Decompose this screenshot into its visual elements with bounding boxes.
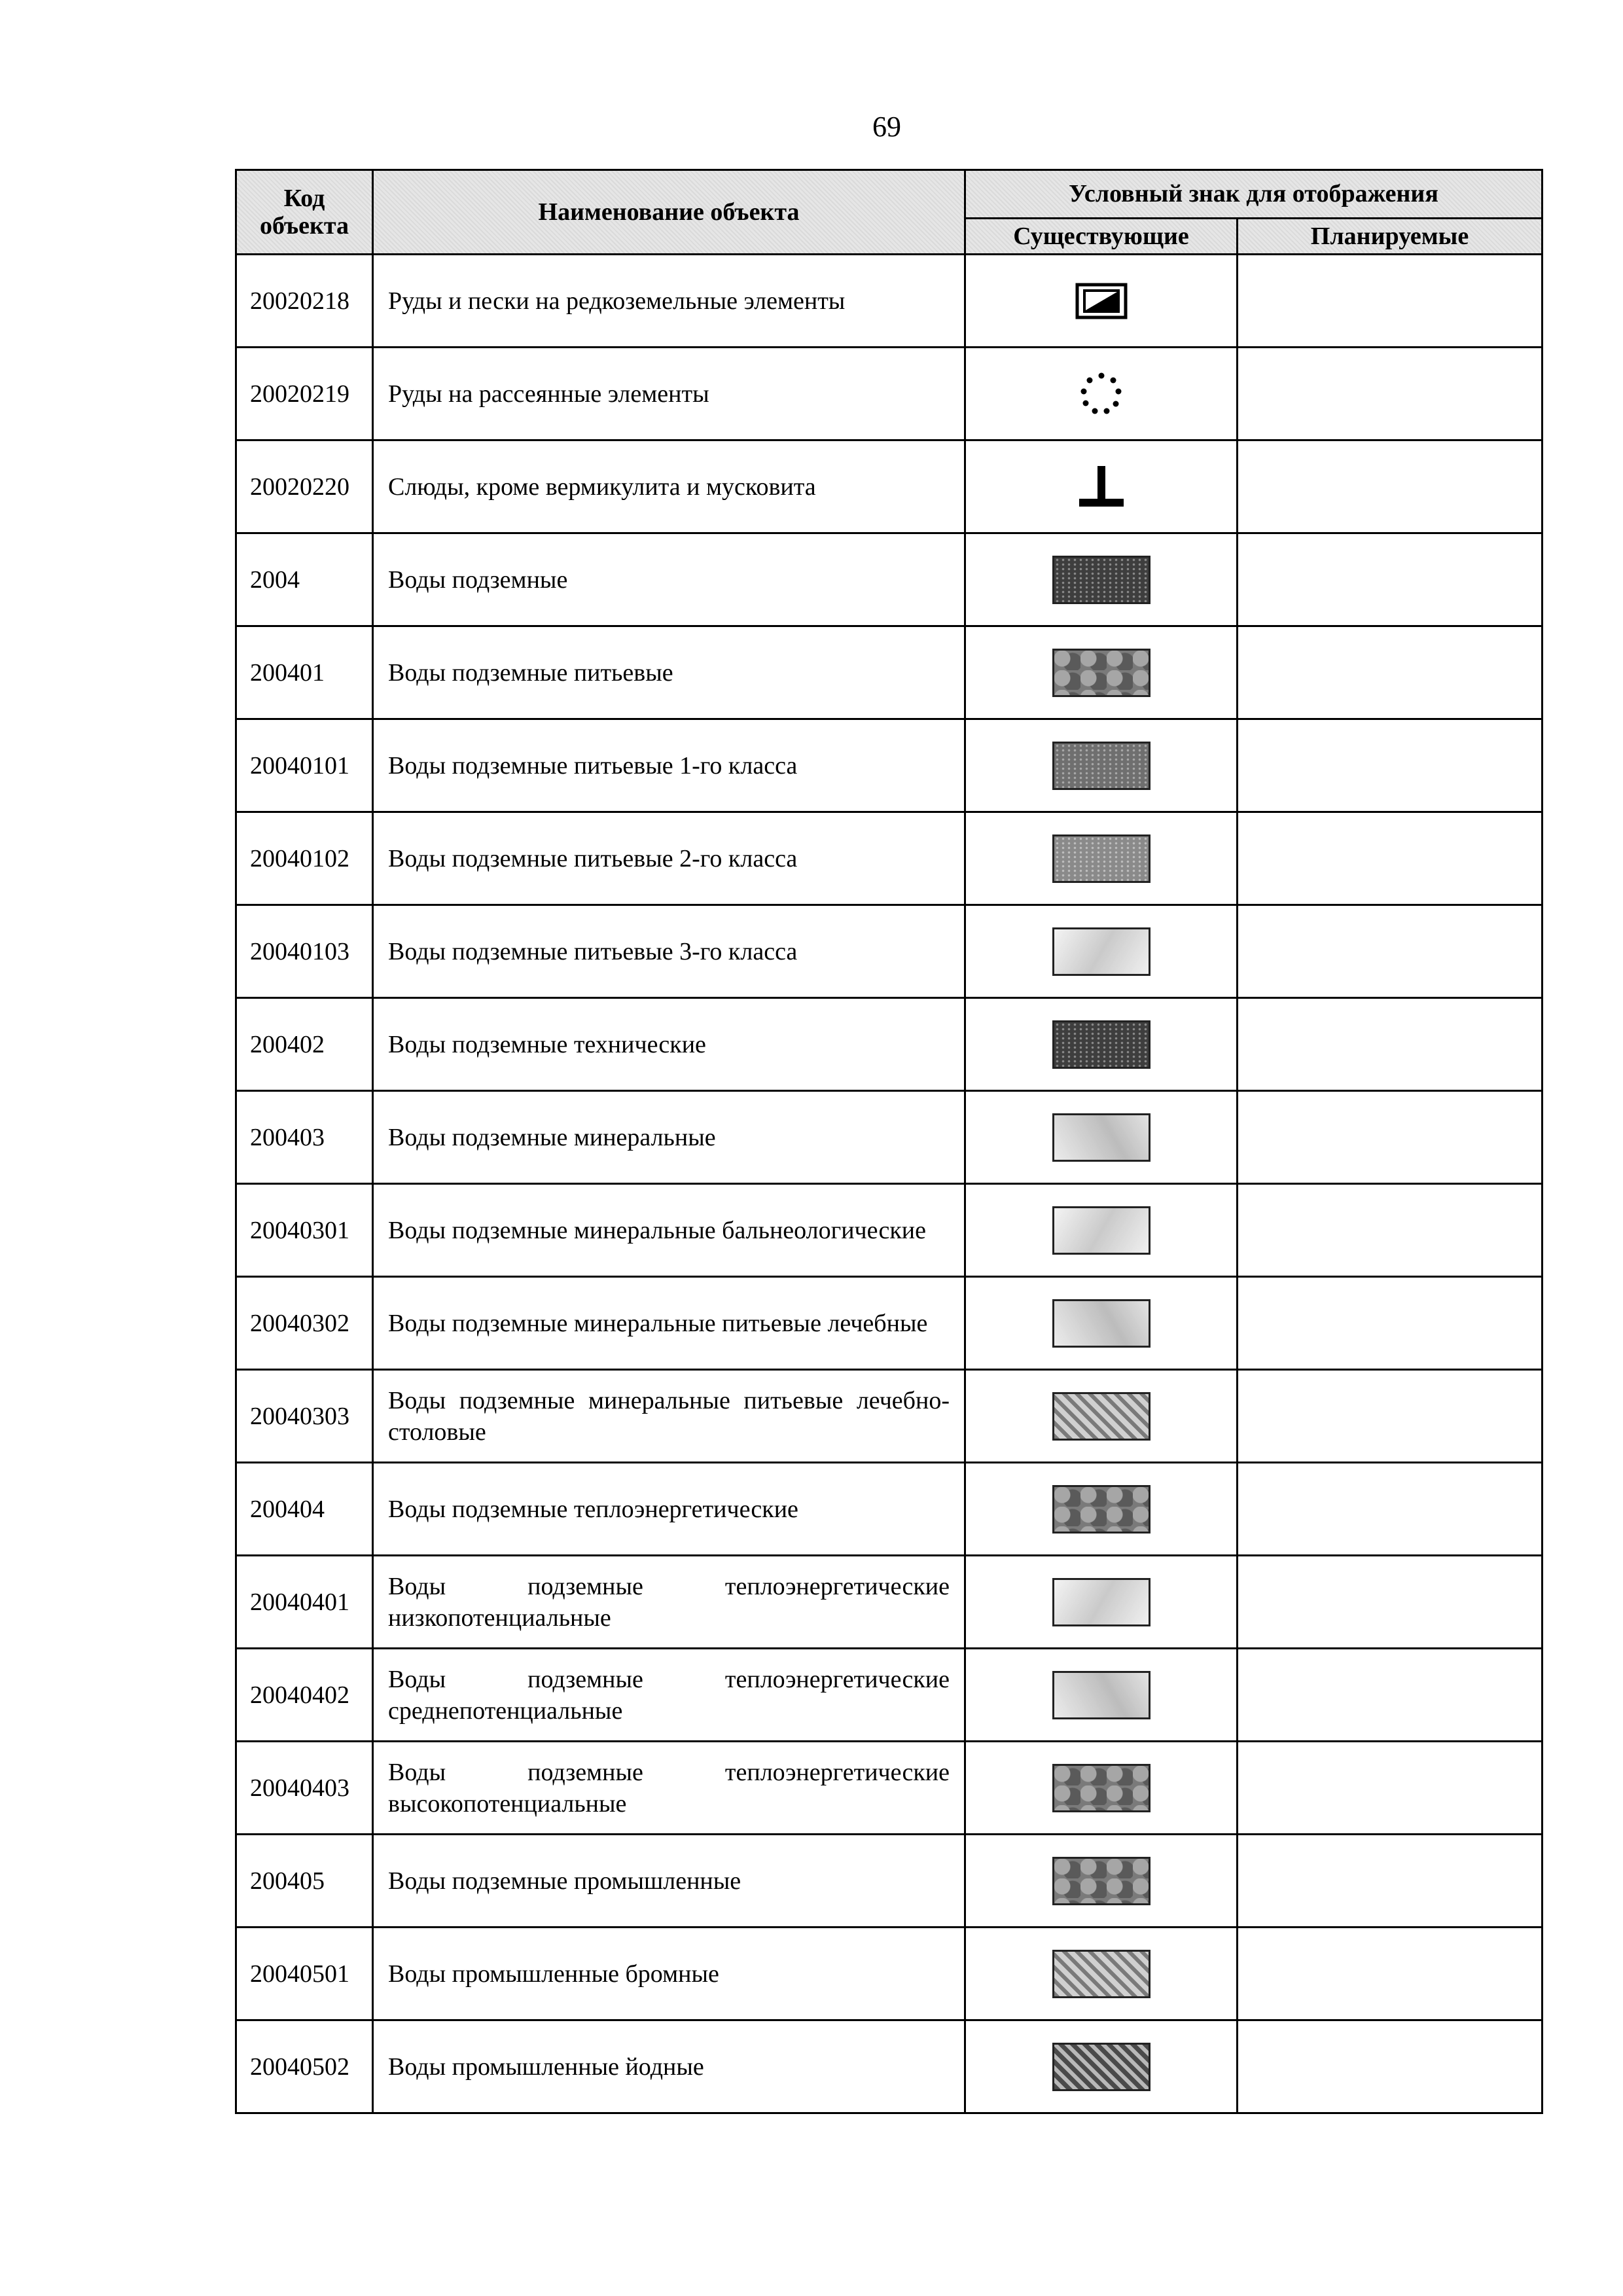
- mid-dotted-swatch: [1052, 742, 1150, 790]
- framed-square-icon: [1075, 283, 1128, 319]
- table-row: [236, 2020, 1543, 2113]
- table-row: [236, 1649, 1543, 1742]
- existing-symbol-cell: [965, 1184, 1238, 1277]
- existing-symbol-cell: [965, 1928, 1238, 2020]
- planned-symbol-cell: [1238, 1463, 1543, 1556]
- header-symbol-group: Условный знак для отображения: [965, 170, 1543, 219]
- planned-symbol-cell: [1238, 2020, 1543, 2113]
- object-name: Воды подземные: [373, 533, 965, 626]
- dotted-circle-icon: [1075, 368, 1128, 420]
- light-swatch: [1052, 1206, 1150, 1255]
- planned-symbol-cell: [1238, 1835, 1543, 1928]
- table-row: [236, 1556, 1543, 1649]
- object-code: 20040501: [236, 1928, 373, 2020]
- object-name: Воды подземные минеральные питьевые лечебно-столовые: [373, 1370, 965, 1463]
- table-row: [236, 1928, 1543, 2020]
- light-swatch: [1052, 1671, 1150, 1719]
- table-row: [236, 1463, 1543, 1556]
- existing-symbol-cell: [965, 905, 1238, 998]
- object-code: 2004: [236, 533, 373, 626]
- table-row: [236, 905, 1543, 998]
- object-name: Воды подземные теплоэнергетические: [373, 1463, 965, 1556]
- existing-symbol-cell: [965, 440, 1238, 533]
- object-name: Воды подземные теплоэнергетические высокопотенциальные: [373, 1742, 965, 1835]
- table-row: [236, 1370, 1543, 1463]
- existing-symbol-cell: [965, 533, 1238, 626]
- object-name: Воды подземные теплоэнергетические среднепотенциальные: [373, 1649, 965, 1742]
- object-code: 20040103: [236, 905, 373, 998]
- planned-symbol-cell: [1238, 905, 1543, 998]
- object-name: Воды подземные питьевые: [373, 626, 965, 719]
- planned-symbol-cell: [1238, 1742, 1543, 1835]
- existing-symbol-cell: [965, 1463, 1238, 1556]
- existing-symbol-cell: [965, 719, 1238, 812]
- table-row: [236, 255, 1543, 348]
- object-code: 200402: [236, 998, 373, 1091]
- light-striped-swatch: [1052, 1392, 1150, 1441]
- object-code: 20040303: [236, 1370, 373, 1463]
- object-code: 20040402: [236, 1649, 373, 1742]
- existing-symbol-cell: [965, 998, 1238, 1091]
- planned-symbol-cell: [1238, 1370, 1543, 1463]
- planned-symbol-cell: [1238, 1184, 1543, 1277]
- dark-striped-swatch: [1052, 2043, 1150, 2091]
- table-row: [236, 998, 1543, 1091]
- mid-mottled-swatch: [1052, 649, 1150, 697]
- existing-symbol-cell: [965, 1370, 1238, 1463]
- dark-dotted-swatch: [1052, 556, 1150, 604]
- existing-symbol-cell: [965, 1277, 1238, 1370]
- planned-symbol-cell: [1238, 719, 1543, 812]
- table-row: [236, 533, 1543, 626]
- existing-symbol-cell: [965, 626, 1238, 719]
- dark-dotted-swatch: [1052, 1020, 1150, 1069]
- table-row: [236, 812, 1543, 905]
- existing-symbol-cell: [965, 1835, 1238, 1928]
- inverted-t-icon: [1075, 461, 1128, 513]
- object-code: 20020218: [236, 255, 373, 348]
- page-number: 69: [872, 111, 901, 143]
- header-existing: Существующие: [965, 218, 1238, 254]
- planned-symbol-cell: [1238, 1556, 1543, 1649]
- object-name: Воды подземные питьевые 1-го класса: [373, 719, 965, 812]
- existing-symbol-cell: [965, 348, 1238, 440]
- planned-symbol-cell: [1238, 1091, 1543, 1184]
- planned-symbol-cell: [1238, 812, 1543, 905]
- object-name: Руды и пески на редкоземельные элементы: [373, 255, 965, 348]
- object-name: Слюды, кроме вермикулита и мусковита: [373, 440, 965, 533]
- planned-symbol-cell: [1238, 348, 1543, 440]
- object-code: 200403: [236, 1091, 373, 1184]
- existing-symbol-cell: [965, 1091, 1238, 1184]
- object-name: Воды подземные питьевые 2-го класса: [373, 812, 965, 905]
- object-name: Воды подземные минеральные бальнеологические: [373, 1184, 965, 1277]
- object-name: Воды подземные промышленные: [373, 1835, 965, 1928]
- existing-symbol-cell: [965, 1742, 1238, 1835]
- mid-mottled-swatch: [1052, 1485, 1150, 1534]
- object-code: 20040302: [236, 1277, 373, 1370]
- existing-symbol-cell: [965, 812, 1238, 905]
- planned-symbol-cell: [1238, 1277, 1543, 1370]
- object-code: 200401: [236, 626, 373, 719]
- table-row: [236, 1835, 1543, 1928]
- header-planned: Планируемые: [1238, 218, 1543, 254]
- header-code: Код объекта: [236, 170, 373, 255]
- object-name: Воды промышленные бромные: [373, 1928, 965, 2020]
- object-name: Воды подземные минеральные питьевые лечебные: [373, 1277, 965, 1370]
- table-row: [236, 440, 1543, 533]
- planned-symbol-cell: [1238, 255, 1543, 348]
- object-code: 20040401: [236, 1556, 373, 1649]
- planned-symbol-cell: [1238, 533, 1543, 626]
- object-name: Воды подземные технические: [373, 998, 965, 1091]
- object-name: Воды подземные теплоэнергетические низкопотенциальные: [373, 1556, 965, 1649]
- table-row: [236, 626, 1543, 719]
- mid-mottled-swatch: [1052, 1764, 1150, 1812]
- existing-symbol-cell: [965, 255, 1238, 348]
- table-row: [236, 1184, 1543, 1277]
- light-swatch: [1052, 1299, 1150, 1348]
- object-code: 20040102: [236, 812, 373, 905]
- object-name: Воды промышленные йодные: [373, 2020, 965, 2113]
- object-code: 200405: [236, 1835, 373, 1928]
- object-code: 20040403: [236, 1742, 373, 1835]
- existing-symbol-cell: [965, 1556, 1238, 1649]
- planned-symbol-cell: [1238, 1649, 1543, 1742]
- planned-symbol-cell: [1238, 440, 1543, 533]
- object-code: 20040301: [236, 1184, 373, 1277]
- table-row: [236, 348, 1543, 440]
- object-name: Воды подземные питьевые 3-го класса: [373, 905, 965, 998]
- table-row: [236, 1742, 1543, 1835]
- striped-swatch: [1052, 1950, 1150, 1998]
- existing-symbol-cell: [965, 2020, 1238, 2113]
- header-name: Наименование объекта: [373, 170, 965, 255]
- object-code: 20040502: [236, 2020, 373, 2113]
- object-name: Руды на рассеянные элементы: [373, 348, 965, 440]
- light-swatch: [1052, 927, 1150, 976]
- existing-symbol-cell: [965, 1649, 1238, 1742]
- table-row: [236, 1277, 1543, 1370]
- object-code: 20040101: [236, 719, 373, 812]
- table-row: [236, 1091, 1543, 1184]
- legend-table: [235, 169, 1543, 2114]
- light-swatch: [1052, 1578, 1150, 1626]
- object-name: Воды подземные минеральные: [373, 1091, 965, 1184]
- planned-symbol-cell: [1238, 626, 1543, 719]
- mid-light-dotted-swatch: [1052, 834, 1150, 883]
- object-code: 20020219: [236, 348, 373, 440]
- planned-symbol-cell: [1238, 1928, 1543, 2020]
- mid-mottled-swatch: [1052, 1857, 1150, 1905]
- object-code: 200404: [236, 1463, 373, 1556]
- object-code: 20020220: [236, 440, 373, 533]
- light-swatch: [1052, 1113, 1150, 1162]
- planned-symbol-cell: [1238, 998, 1543, 1091]
- table-row: [236, 719, 1543, 812]
